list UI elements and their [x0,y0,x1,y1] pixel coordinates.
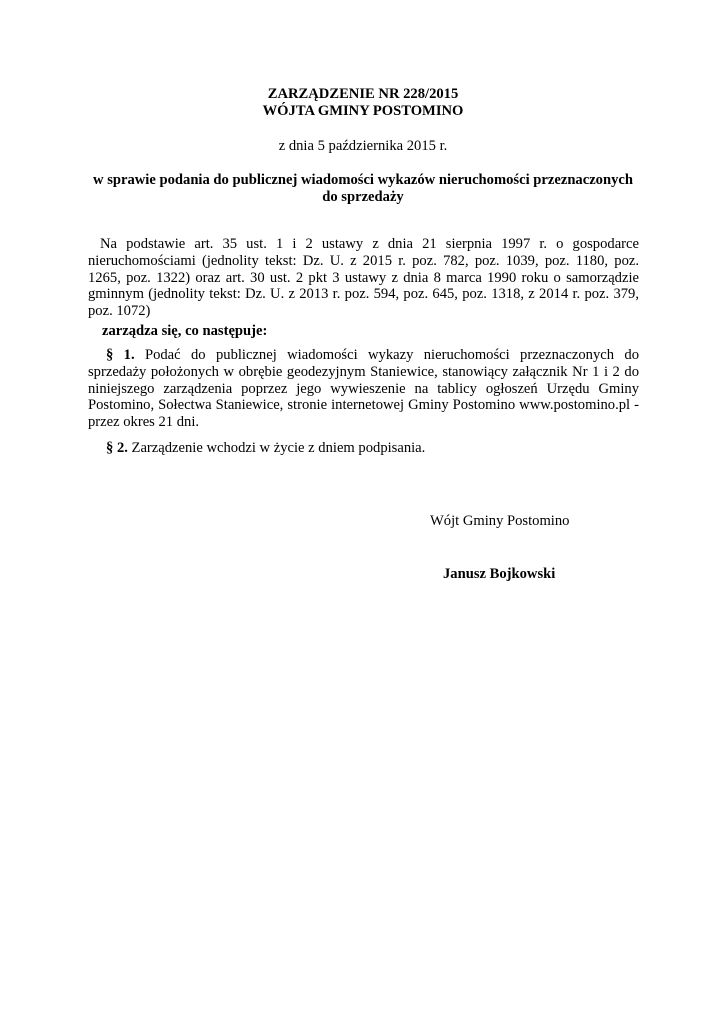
document-subject-line2: do sprzedaży [322,189,404,205]
paragraph-1-text: Podać do publicznej wiadomości wykazy nieruchomości przeznaczonych do sprzedaży położonych w obrębie geodezyjnym Staniewice, stanowiący załącznik Nr 1 i 2 do niniejszego zarządzenia poprzez jego wywieszenie na tablicy ogłoszeń Urzędu Gminy Postomino, Sołectwa Staniewice, stronie internetowej Gminy Postomino www.postomino.pl - przez okres 21 dni. [88,347,639,431]
paragraph-1-marker: § 1. [106,347,135,363]
document-title-line1: ZARZĄDZENIE NR 228/2015 [267,86,459,102]
paragraph-2-text: Zarządzenie wchodzi w życie z dniem podpisania. [127,440,426,456]
document-title-line2: WÓJTA GMINY POSTOMINO [262,103,464,119]
document-subject-line1: w sprawie podania do publicznej wiadomości wykazów nieruchomości przeznaczonych [93,172,633,188]
document-date: z dnia 5 października 2015 r. [278,138,448,154]
legal-basis-paragraph: Na podstawie art. 35 ust. 1 i 2 ustawy z dnia 21 sierpnia 1997 r. o gospodarce nieruchomościami (jednolity tekst: Dz. U. z 2015 r. poz. 782, poz. 1039, poz. 1180, poz. 1265, poz. 1322) oraz art. 30 ust. 2 pkt 3 ustawy z dnia 8 marca 1990 roku o samorządzie gminnym (jednolity tekst: Dz. U. z 2013 r. poz. 594, poz. 645, poz. 1318, z 2014 r. poz. 379, poz. 1072) [88,236,639,320]
paragraph-1 [88,347,639,431]
paragraph-2 [88,440,639,457]
decides-clause: zarządza się, co następuje: [102,323,268,339]
paragraph-2-marker: § 2. [106,440,128,456]
signature-name: Janusz Bojkowski [443,566,556,582]
signature-title: Wójt Gminy Postomino [430,513,570,529]
